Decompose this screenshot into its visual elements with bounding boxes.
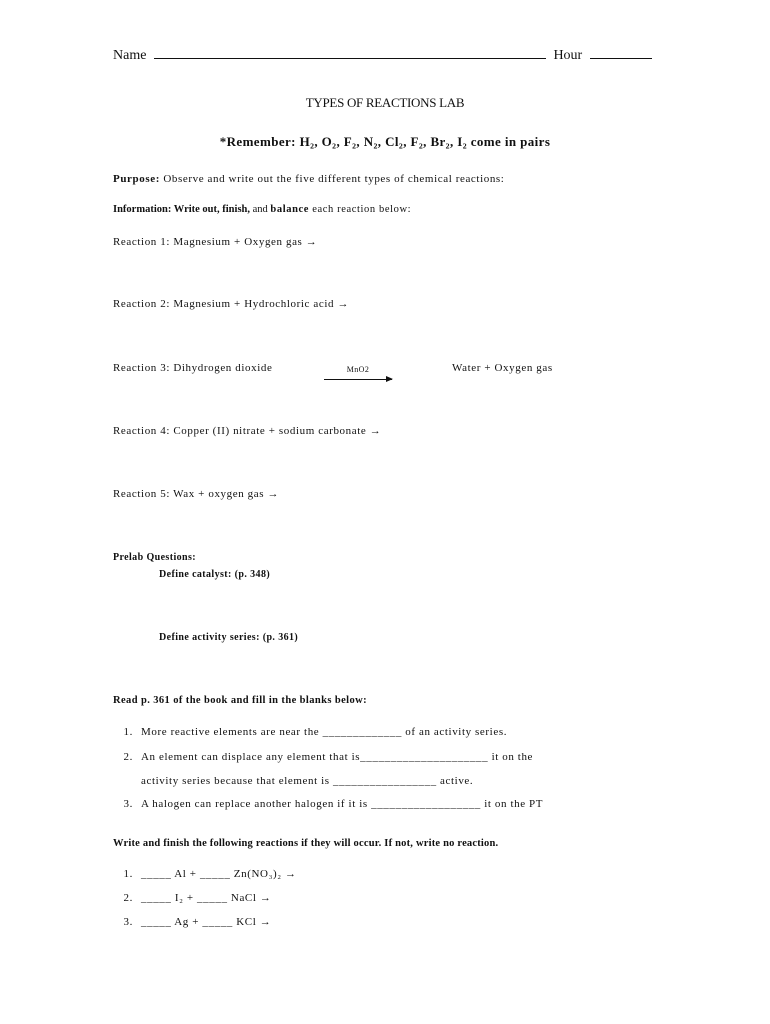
hour-label: Hour	[553, 48, 583, 63]
write-item	[113, 868, 297, 880]
remember-pairs: H₂, O₂, F₂, N₂, Cl₂, F₂, Br₂, I₂	[299, 134, 468, 149]
hour-blank[interactable]	[590, 46, 652, 59]
reaction-3-right: Water + Oxygen gas	[452, 362, 553, 374]
reaction-5: Reaction 5: Wax + oxygen gas →	[113, 488, 280, 500]
write-item-num: 1.	[123, 868, 133, 880]
catalyst-label: MnO2	[346, 364, 370, 374]
name-blank[interactable]	[154, 46, 546, 59]
write-item-text: _____ Al + _____ Zn(NO₃)₂ →	[141, 868, 297, 880]
write-item-num: 3.	[123, 916, 133, 928]
write-heading: Write and finish the following reactions if they will occur. If not, write no reaction.	[113, 838, 499, 849]
information-label: Information: Write out, finish,	[113, 204, 250, 215]
read-item	[113, 751, 533, 763]
read-heading: Read p. 361 of the book and fill in the blanks below:	[113, 695, 367, 706]
read-item-num: 1.	[123, 726, 133, 738]
remember-note	[0, 134, 770, 150]
name-label: Name	[113, 48, 147, 63]
information-balance: balance	[270, 204, 310, 215]
page-title: TYPES OF REACTIONS LAB	[305, 95, 465, 110]
read-item	[113, 726, 507, 738]
write-item-text: _____ Ag + _____ KCl →	[141, 916, 272, 928]
information-text: each reaction below:	[309, 204, 412, 215]
information-mid: and	[250, 204, 271, 215]
arrow-icon	[324, 364, 392, 380]
remember-prefix: *Remember:	[219, 134, 300, 149]
read-item-text: activity series because that element is _________________ active.	[141, 775, 474, 787]
write-item-num: 2.	[123, 892, 133, 904]
prelab-q2: Define activity series: (p. 361)	[159, 632, 299, 643]
write-item	[113, 892, 271, 904]
reaction-2: Reaction 2: Magnesium + Hydrochloric acid →	[113, 298, 350, 310]
reaction-1: Reaction 1: Magnesium + Oxygen gas →	[113, 236, 318, 248]
read-item-text: An element can displace any element that is_____________________ it on the	[141, 751, 534, 763]
write-item-text: _____ I₂ + _____ NaCl →	[141, 892, 272, 904]
reaction-3-left: Reaction 3: Dihydrogen dioxide	[113, 362, 273, 374]
read-item	[113, 775, 473, 787]
write-item	[113, 916, 271, 928]
purpose-text: Observe and write out the five different types of chemical reactions:	[159, 173, 505, 185]
read-item-num: 2.	[123, 751, 133, 763]
read-item-text: A halogen can replace another halogen if it is __________________ it on the PT	[141, 798, 544, 810]
prelab-q1: Define catalyst: (p. 348)	[159, 569, 271, 580]
reaction-3-arrow	[324, 364, 392, 388]
purpose-label: Purpose:	[113, 173, 160, 185]
purpose-line	[113, 173, 504, 185]
read-item-text: More reactive elements are near the _____________ of an activity series.	[141, 726, 508, 738]
header-line	[113, 46, 645, 64]
information-line	[113, 204, 411, 215]
read-item-num: 3.	[123, 798, 133, 810]
prelab-heading: Prelab Questions:	[113, 552, 197, 563]
read-item	[113, 798, 543, 810]
reaction-4: Reaction 4: Copper (II) nitrate + sodium carbonate →	[113, 425, 382, 437]
remember-suffix: come in pairs	[467, 134, 551, 149]
